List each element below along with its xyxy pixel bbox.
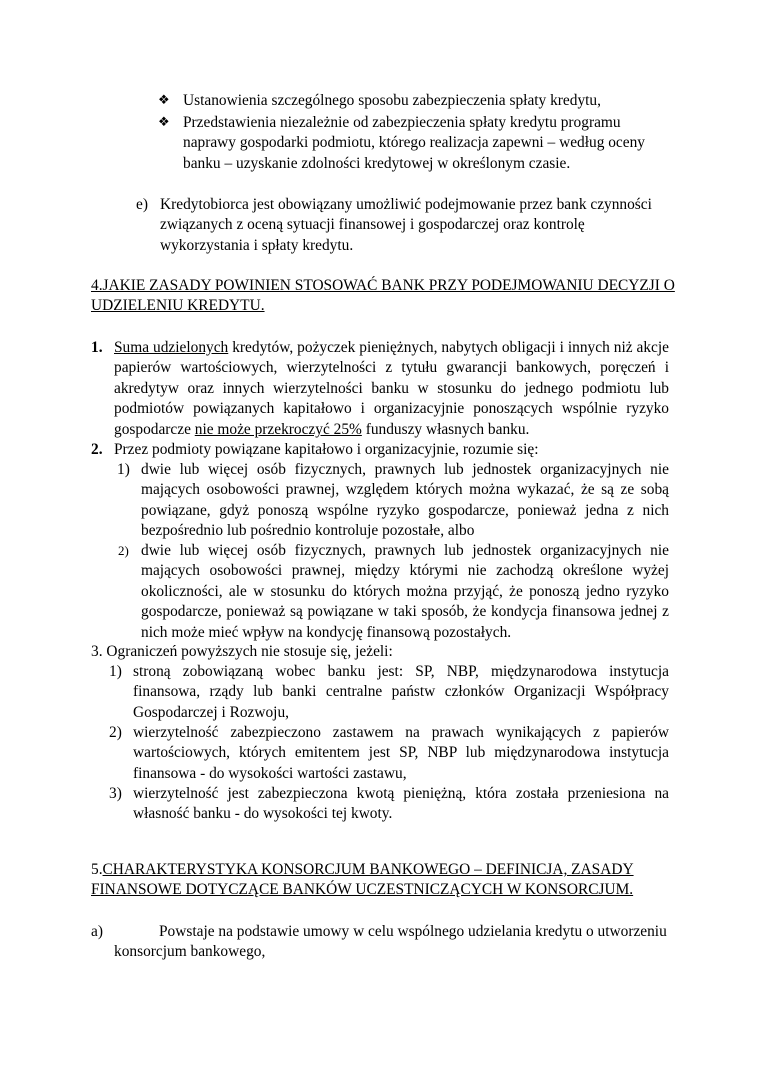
list-item-a xyxy=(91,922,676,942)
item-text-line-1: Powstaje na podstawie umowy w celu wspólnego udzielania kredytu o utworzeniu xyxy=(159,923,667,940)
list-item-a-continuation xyxy=(114,942,674,962)
numbered-item-3 xyxy=(91,642,671,662)
sub-item xyxy=(117,460,669,542)
bullet-text: Przedstawienia niezależnie od zabezpieczenia spłaty kredytu programu naprawy gospodarki podmiotu, którego realizacja zapewni – według oceny banku – uzyskanie zdolności kredytowej w określonym czasie. xyxy=(183,114,645,172)
bullet-item xyxy=(158,91,673,111)
list-marker: e) xyxy=(136,196,148,213)
item-text: funduszy własnych banku. xyxy=(361,420,530,438)
item-text: 3. Ograniczeń powyższych nie stosuje się, jeżeli: xyxy=(91,643,393,660)
list-marker: a) xyxy=(91,923,103,940)
sub-item-text: dwie lub więcej osób fizycznych, prawnych lub jednostek organizacyjnych nie mających osobowości prawnej, względem których można wykazać, że są ze sobą powiązane, gdyż ponoszą wspólne ryzyko gospodarcze, ponieważ jedna z nich bezpośrednio lub pośrednio kontroluje pozostałe, albo xyxy=(141,461,669,540)
list-marker: 2) xyxy=(118,543,129,558)
sub-item-text: wierzytelność zabezpieczono zastawem na prawach wynikających z papierów wartościowych, których emitentem jest SP, NBP lub międzynarodowa instytucja finansowa - do wysokości wartości zastawu, xyxy=(133,724,669,782)
bullet-item xyxy=(158,113,651,174)
list-marker: 2) xyxy=(109,724,122,741)
list-marker: 1) xyxy=(109,663,122,680)
diamond-bullet-icon: ❖ xyxy=(158,115,170,130)
sub-item xyxy=(109,662,669,723)
item-text: Przez podmioty powiązane kapitałowo i organizacyjnie, rozumie się: xyxy=(114,441,539,458)
sub-item-text: dwie lub więcej osób fizycznych, prawnych lub jednostek organizacyjnych nie mających osobowości prawnej, między którymi nie zachodzą określone wyżej okoliczności, ale w stosunku do których można przyjąć, że ponoszą jedno ryzyko gospodarcze, ponieważ są powiązane w taki sposób, że kondycja finansowa jednej z nich może mieć wpływ na kondycję finansową pozostałych. xyxy=(141,542,669,641)
list-item-e xyxy=(136,195,660,256)
list-marker: 2. xyxy=(91,441,103,458)
sub-item xyxy=(109,784,669,825)
heading-prefix: 5. xyxy=(91,861,103,878)
diamond-bullet-icon: ❖ xyxy=(158,93,170,108)
sub-item xyxy=(118,541,669,643)
underlined-phrase: Suma udzielonych xyxy=(114,339,229,356)
item-text: kredytów, pożyczek pieniężnych, nabytych obligacji i innych niż akcje papierów wartościowych, wierzytelności z tytułu gwarancji bankowych, poręczeń i akredytyw oraz innych wierzytelności banku w stosunku do jednego podmiotu lub podmiotów powiązanych kapitałowo i organizacyjnie ponoszących wspólnie ryzyko gospodarcze xyxy=(114,339,669,438)
section-4-heading: 4.JAKIE ZASADY POWINIEN STOSOWAĆ BANK PRZY PODEJMOWANIU DECYZJI O UDZIELENIU KREDYTU. xyxy=(91,277,675,315)
sub-item xyxy=(109,723,669,784)
item-text-line-2: konsorcjum bankowego, xyxy=(114,943,266,960)
list-item-text: Kredytobiorca jest obowiązany umożliwić podejmowanie przez bank czynności związanych z oceną sytuacji finansowej i gospodarczej oraz kontrolę wykorzystania i spłaty kredytu. xyxy=(160,196,652,254)
section-5-heading xyxy=(91,860,651,901)
underlined-limit: nie może przekroczyć 25% xyxy=(194,420,362,438)
numbered-item-2 xyxy=(91,440,669,460)
sub-item-text: stroną zobowiązaną wobec banku jest: SP, NBP, międzynarodowa instytucja finansowa, rządy lub banki centralne państw członków Organizacji Współpracy Gospodarczej i Rozwoju, xyxy=(133,663,669,721)
list-marker: 3) xyxy=(109,785,122,802)
numbered-item-1 xyxy=(91,338,669,440)
sub-item-text: wierzytelność jest zabezpieczona kwotą pieniężną, która została przeniesiona na własność banku - do wysokości tej kwoty. xyxy=(133,785,669,823)
list-marker: 1) xyxy=(117,461,130,478)
list-marker: 1. xyxy=(91,339,103,356)
bullet-text: Ustanowienia szczególnego sposobu zabezpieczenia spłaty kredytu, xyxy=(183,92,601,109)
heading-text: CHARAKTERYSTYKA KONSORCJUM BANKOWEGO – DEFINICJA, ZASADY FINANSOWE DOTYCZĄCE BANKÓW UCZESTNICZĄCYCH W KONSORCJUM. xyxy=(91,861,634,899)
